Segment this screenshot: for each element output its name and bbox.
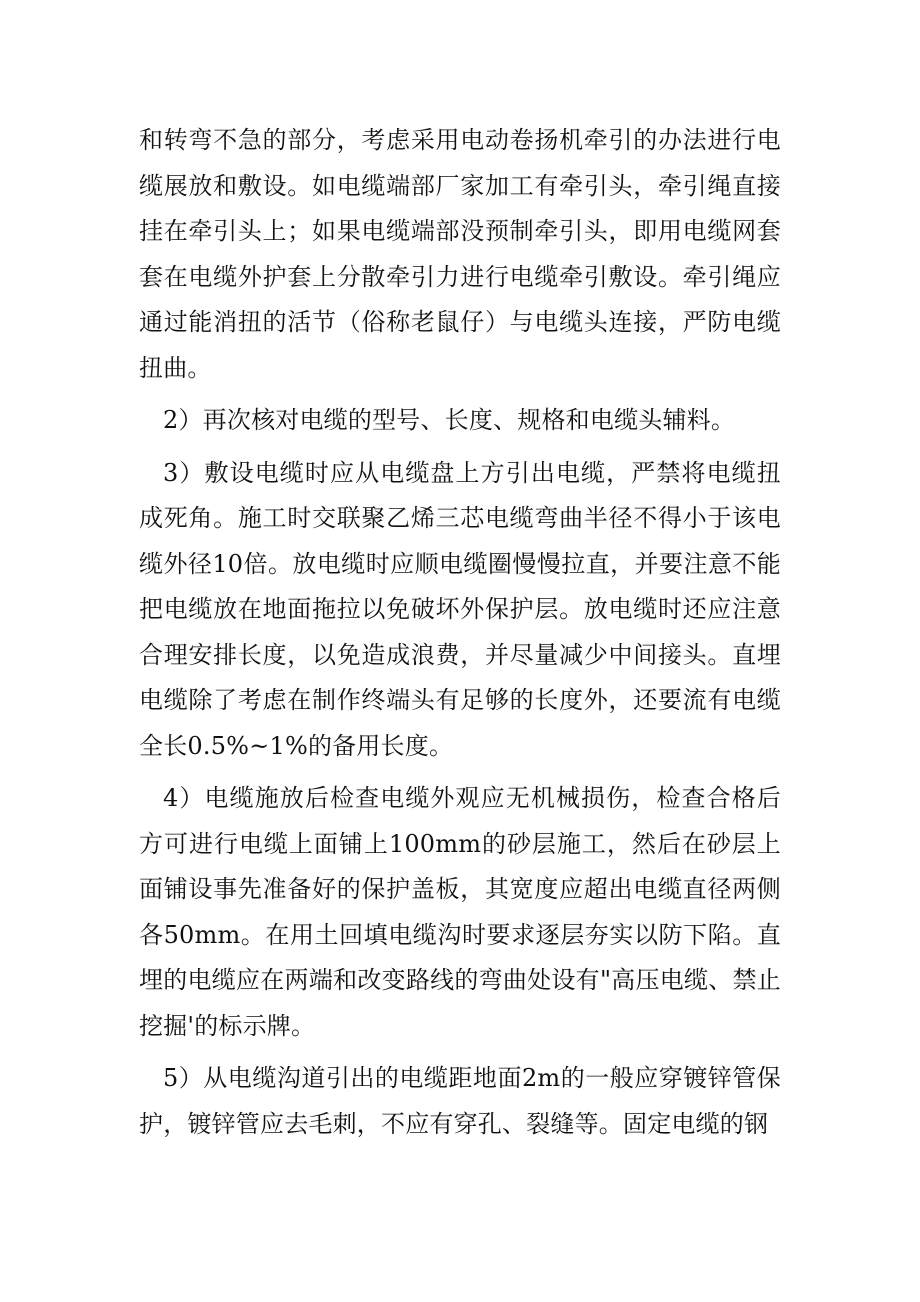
paragraph-step-4: 4）电缆施放后检查电缆外观应无机械损伤，检查合格后方可进行电缆上面铺上100mm的砂层施工，然后在砂层上面铺设事先准备好的保护盖板，其宽度应超出电缆直径两侧各50mm。在用土回填电缆沟时要求逐层夯实以防下陷。直埋的电缆应在两端和改变路线的弯曲处设有"高压电缆、禁止挖掘'的标示牌。: [139, 784, 781, 1040]
paragraph-step-5: 5）从电缆沟道引出的电缆距地面2m的一般应穿镀锌管保护，镀锌管应去毛刺，不应有穿孔、裂缝等。固定电缆的钢: [139, 1064, 781, 1138]
document-body: [139, 118, 781, 1147]
paragraph-step-2: 2）再次核对电缆的型号、长度、规格和电缆头辅料。: [163, 406, 736, 434]
paragraph-step-3: 3）敷设电缆时应从电缆盘上方引出电缆，严禁将电缆扭成死角。施工时交联聚乙烯三芯电缆弯曲半径不得小于该电缆外径10倍。放电缆时应顺电缆圈慢慢拉直，并要注意不能把电缆放在地面拖拉以免破坏外保护层。放电缆时还应注意合理安排长度，以免造成浪费，并尽量减少中间接头。直埋电缆除了考虑在制作终端头有足够的长度外，还要流有电缆全长0.5%~1%的备用长度。: [139, 458, 781, 760]
paragraph-continuation: 和转弯不急的部分，考虑采用电动卷扬机牵引的办法进行电缆展放和敷设。如电缆端部厂家加工有牵引头，牵引绳直接挂在牵引头上；如果电缆端部没预制牵引头，即用电缆网套套在电缆外护套上分散牵引力进行电缆牵引敷设。牵引绳应通过能消扭的活节（俗称老鼠仔）与电缆头连接，严防电缆扭曲。: [139, 126, 781, 382]
